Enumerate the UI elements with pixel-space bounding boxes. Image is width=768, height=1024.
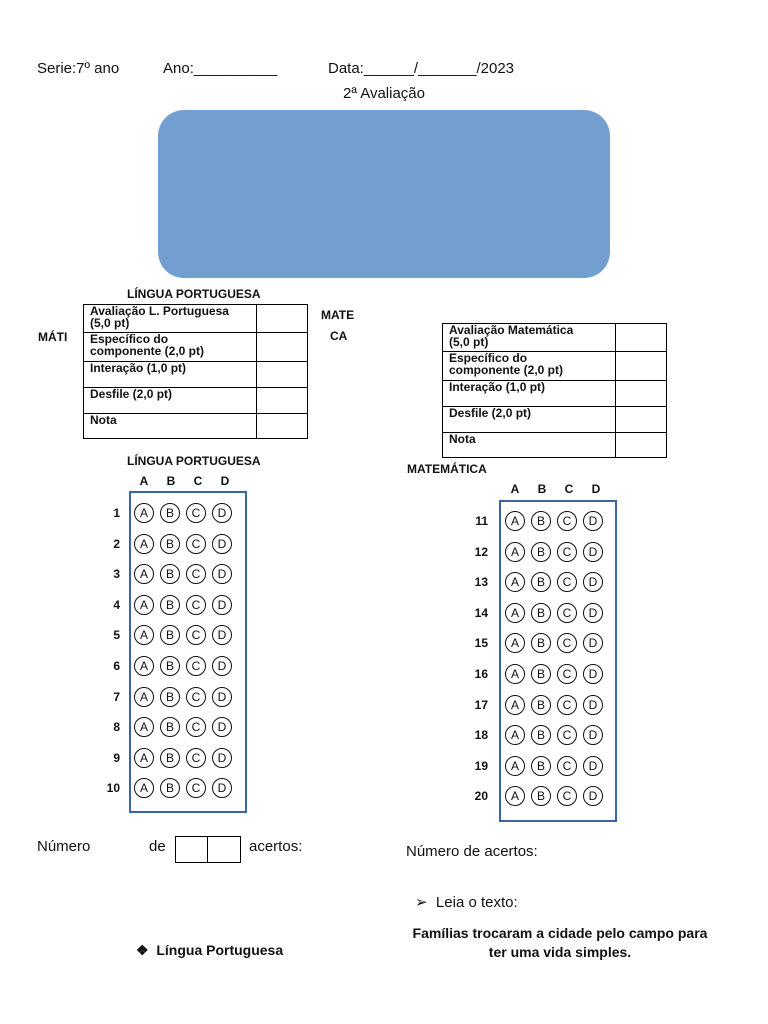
column-header-b: B xyxy=(166,474,176,488)
score-cell[interactable] xyxy=(616,352,667,381)
answer-bubble-a[interactable]: A xyxy=(134,748,154,768)
portuguese-title: LÍNGUA PORTUGUESA xyxy=(127,287,261,301)
answer-bubble-c[interactable]: C xyxy=(557,664,577,684)
column-header-d: D xyxy=(220,474,230,488)
score-cell[interactable] xyxy=(616,381,667,407)
question-number: 19 xyxy=(474,758,488,773)
score-row-label xyxy=(443,324,616,352)
acertos-box-units[interactable] xyxy=(207,836,241,863)
answer-bubble-b[interactable]: B xyxy=(531,542,551,562)
answer-bubble-a[interactable]: A xyxy=(505,725,525,745)
score-row-label xyxy=(84,333,257,362)
column-header-a: A xyxy=(510,482,520,496)
answer-bubble-c[interactable]: C xyxy=(186,625,206,645)
answer-bubble-c[interactable]: C xyxy=(557,603,577,623)
answer-bubble-c[interactable]: C xyxy=(557,725,577,745)
evaluation-title: 2ª Avaliação xyxy=(342,85,425,102)
answer-bubble-b[interactable]: B xyxy=(531,725,551,745)
acertos-word-numero: Número xyxy=(37,838,91,855)
answer-bubble-a[interactable]: A xyxy=(134,534,154,554)
score-row-text: Avaliação L. Portuguesa xyxy=(90,304,229,318)
answer-bubble-a[interactable]: A xyxy=(134,595,154,615)
answer-bubble-c[interactable]: C xyxy=(186,748,206,768)
score-row-subtext: (5,0 pt) xyxy=(90,316,130,330)
instruction-text: Leia o texto: xyxy=(435,894,518,911)
acertos-box-tens[interactable] xyxy=(175,836,208,863)
answer-bubble-a[interactable]: A xyxy=(505,542,525,562)
answer-bubble-a[interactable]: A xyxy=(505,633,525,653)
question-number: 2 xyxy=(113,536,120,551)
answer-bubble-b[interactable]: B xyxy=(531,633,551,653)
answer-bubble-b[interactable]: B xyxy=(160,717,180,737)
score-row-label: Desfile (2,0 pt) xyxy=(443,407,616,433)
acertos-right-label: Número de acertos: xyxy=(406,843,538,860)
section-heading xyxy=(136,942,283,959)
column-header-d: D xyxy=(591,482,601,496)
answer-bubble-c[interactable]: C xyxy=(557,633,577,653)
instruction-item xyxy=(415,893,518,911)
answer-bubble-b[interactable]: B xyxy=(160,564,180,584)
question-number: 17 xyxy=(474,697,488,712)
arrow-bullet-icon: ➢ xyxy=(415,894,428,911)
question-number: 3 xyxy=(113,567,120,582)
question-number: 16 xyxy=(474,667,488,681)
answer-bubble-d[interactable]: D xyxy=(212,717,232,737)
answer-bubble-c[interactable]: C xyxy=(186,595,206,615)
score-row-text: Específico do xyxy=(449,351,528,365)
answer-bubble-d[interactable]: D xyxy=(583,633,603,653)
score-cell[interactable] xyxy=(257,305,308,333)
math-sheet-title: MATEMÁTICA xyxy=(407,462,487,476)
score-cell[interactable] xyxy=(257,333,308,362)
answer-bubble-d[interactable]: D xyxy=(212,625,232,645)
answer-bubble-a[interactable]: A xyxy=(505,756,525,776)
serie-label: Serie:7º ano xyxy=(37,60,120,77)
question-number: 20 xyxy=(474,789,488,804)
header-banner xyxy=(158,110,610,278)
question-number: 7 xyxy=(113,689,120,704)
text-headline xyxy=(380,924,740,962)
answer-bubble-d[interactable]: D xyxy=(583,695,603,715)
question-number: 14 xyxy=(474,605,488,620)
answer-bubble-b[interactable]: B xyxy=(531,664,551,684)
answer-bubble-c[interactable]: C xyxy=(186,656,206,676)
answer-bubble-c[interactable]: C xyxy=(557,572,577,592)
answer-bubble-b[interactable]: B xyxy=(160,748,180,768)
answer-bubble-c[interactable]: C xyxy=(557,786,577,806)
answer-bubble-b[interactable]: B xyxy=(531,756,551,776)
score-row-label xyxy=(84,305,257,333)
question-number: 15 xyxy=(474,636,488,651)
answer-bubble-d[interactable]: D xyxy=(212,595,232,615)
acertos-word-de: de xyxy=(149,838,166,855)
answer-bubble-d[interactable]: D xyxy=(583,603,603,623)
answer-bubble-c[interactable]: C xyxy=(186,564,206,584)
score-row-label: Desfile (2,0 pt) xyxy=(84,388,257,414)
answer-bubble-c[interactable]: C xyxy=(557,695,577,715)
section-heading-text: Língua Portuguesa xyxy=(156,942,284,958)
question-number: 9 xyxy=(113,750,120,765)
answer-bubble-a[interactable]: A xyxy=(505,603,525,623)
score-row-label: Interação (1,0 pt) xyxy=(443,381,616,407)
answer-bubble-b[interactable]: B xyxy=(160,534,180,554)
portuguese-side-label: MÁTI xyxy=(38,330,68,344)
answer-bubble-a[interactable]: A xyxy=(134,503,154,523)
answer-bubble-b[interactable]: B xyxy=(160,503,180,523)
answer-bubble-a[interactable]: A xyxy=(505,786,525,806)
answer-bubble-c[interactable]: C xyxy=(186,778,206,798)
column-header-c: C xyxy=(564,482,574,496)
answer-bubble-d[interactable]: D xyxy=(583,511,603,531)
question-number: 8 xyxy=(113,720,120,735)
score-row-label xyxy=(443,352,616,381)
acertos-word-acertos: acertos: xyxy=(249,838,303,855)
answer-bubble-d[interactable]: D xyxy=(212,564,232,584)
question-number: 4 xyxy=(113,597,120,612)
answer-bubble-c[interactable]: C xyxy=(186,534,206,554)
score-cell[interactable] xyxy=(616,324,667,352)
answer-bubble-d[interactable]: D xyxy=(212,748,232,768)
score-row-text: Específico do xyxy=(90,332,169,346)
score-row-label: Nota xyxy=(443,433,616,458)
score-cell[interactable] xyxy=(257,362,308,388)
answer-bubble-b[interactable]: B xyxy=(160,656,180,676)
data-field: Data:______/_______/2023 xyxy=(328,60,515,77)
score-row-subtext: componente (2,0 pt) xyxy=(90,344,205,358)
question-number: 10 xyxy=(106,781,120,796)
answer-bubble-c[interactable]: C xyxy=(186,717,206,737)
answer-bubble-d[interactable]: D xyxy=(583,725,603,745)
answer-bubble-a[interactable]: A xyxy=(134,625,154,645)
score-row-subtext: componente (2,0 pt) xyxy=(449,363,564,377)
math-title-part1: MATE xyxy=(321,308,355,322)
math-score-table xyxy=(442,323,667,458)
score-row-text: Avaliação Matemática xyxy=(449,323,574,337)
answer-bubble-a[interactable]: A xyxy=(505,695,525,715)
answer-bubble-a[interactable]: A xyxy=(134,564,154,584)
answer-bubble-c[interactable]: C xyxy=(186,503,206,523)
headline-line-2: ter uma vida simples. xyxy=(488,944,632,960)
answer-bubble-d[interactable]: D xyxy=(583,756,603,776)
question-number: 11 xyxy=(475,514,488,528)
answer-bubble-c[interactable]: C xyxy=(186,687,206,707)
score-cell[interactable] xyxy=(616,433,667,458)
answer-bubble-a[interactable]: A xyxy=(134,656,154,676)
answer-bubble-b[interactable]: B xyxy=(160,625,180,645)
score-row-subtext: (5,0 pt) xyxy=(449,335,489,349)
score-cell[interactable] xyxy=(257,414,308,439)
portuguese-score-table xyxy=(83,304,308,439)
answer-bubble-d[interactable]: D xyxy=(212,687,232,707)
question-number: 5 xyxy=(113,628,120,643)
question-number: 6 xyxy=(113,659,120,673)
answer-bubble-b[interactable]: B xyxy=(160,687,180,707)
ano-field: Ano:__________ xyxy=(163,60,278,77)
answer-bubble-a[interactable]: A xyxy=(505,511,525,531)
answer-bubble-d[interactable]: D xyxy=(583,542,603,562)
answer-bubble-a[interactable]: A xyxy=(505,664,525,684)
answer-bubble-b[interactable]: B xyxy=(531,786,551,806)
answer-bubble-c[interactable]: C xyxy=(557,511,577,531)
answer-bubble-b[interactable]: B xyxy=(160,595,180,615)
answer-bubble-b[interactable]: B xyxy=(531,572,551,592)
answer-bubble-d[interactable]: D xyxy=(583,786,603,806)
answer-bubble-d[interactable]: D xyxy=(583,664,603,684)
column-header-a: A xyxy=(139,474,149,488)
diamond-bullet-icon: ❖ xyxy=(136,942,149,958)
answer-bubble-a[interactable]: A xyxy=(134,717,154,737)
answer-bubble-b[interactable]: B xyxy=(531,603,551,623)
score-row-label: Interação (1,0 pt) xyxy=(84,362,257,388)
math-title-part2: CA xyxy=(330,329,348,343)
question-number: 12 xyxy=(474,544,488,559)
answer-bubble-a[interactable]: A xyxy=(134,778,154,798)
answer-bubble-d[interactable]: D xyxy=(583,572,603,592)
answer-bubble-d[interactable]: D xyxy=(212,778,232,798)
answer-bubble-b[interactable]: B xyxy=(160,778,180,798)
answer-bubble-a[interactable]: A xyxy=(134,687,154,707)
question-number: 18 xyxy=(474,728,488,743)
portuguese-sheet-title: LÍNGUA PORTUGUESA xyxy=(127,454,261,468)
answer-bubble-b[interactable]: B xyxy=(531,511,551,531)
answer-bubble-d[interactable]: D xyxy=(212,503,232,523)
headline-line-1: Famílias trocaram a cidade pelo campo para xyxy=(412,925,708,941)
answer-bubble-b[interactable]: B xyxy=(531,695,551,715)
answer-bubble-a[interactable]: A xyxy=(505,572,525,592)
score-cell[interactable] xyxy=(616,407,667,433)
answer-bubble-c[interactable]: C xyxy=(557,542,577,562)
score-row-label: Nota xyxy=(84,414,257,439)
answer-bubble-d[interactable]: D xyxy=(212,534,232,554)
score-cell[interactable] xyxy=(257,388,308,414)
question-number: 1 xyxy=(113,506,120,520)
question-number: 13 xyxy=(474,575,488,590)
answer-bubble-c[interactable]: C xyxy=(557,756,577,776)
column-header-b: B xyxy=(537,482,547,496)
column-header-c: C xyxy=(193,474,203,488)
answer-bubble-d[interactable]: D xyxy=(212,656,232,676)
